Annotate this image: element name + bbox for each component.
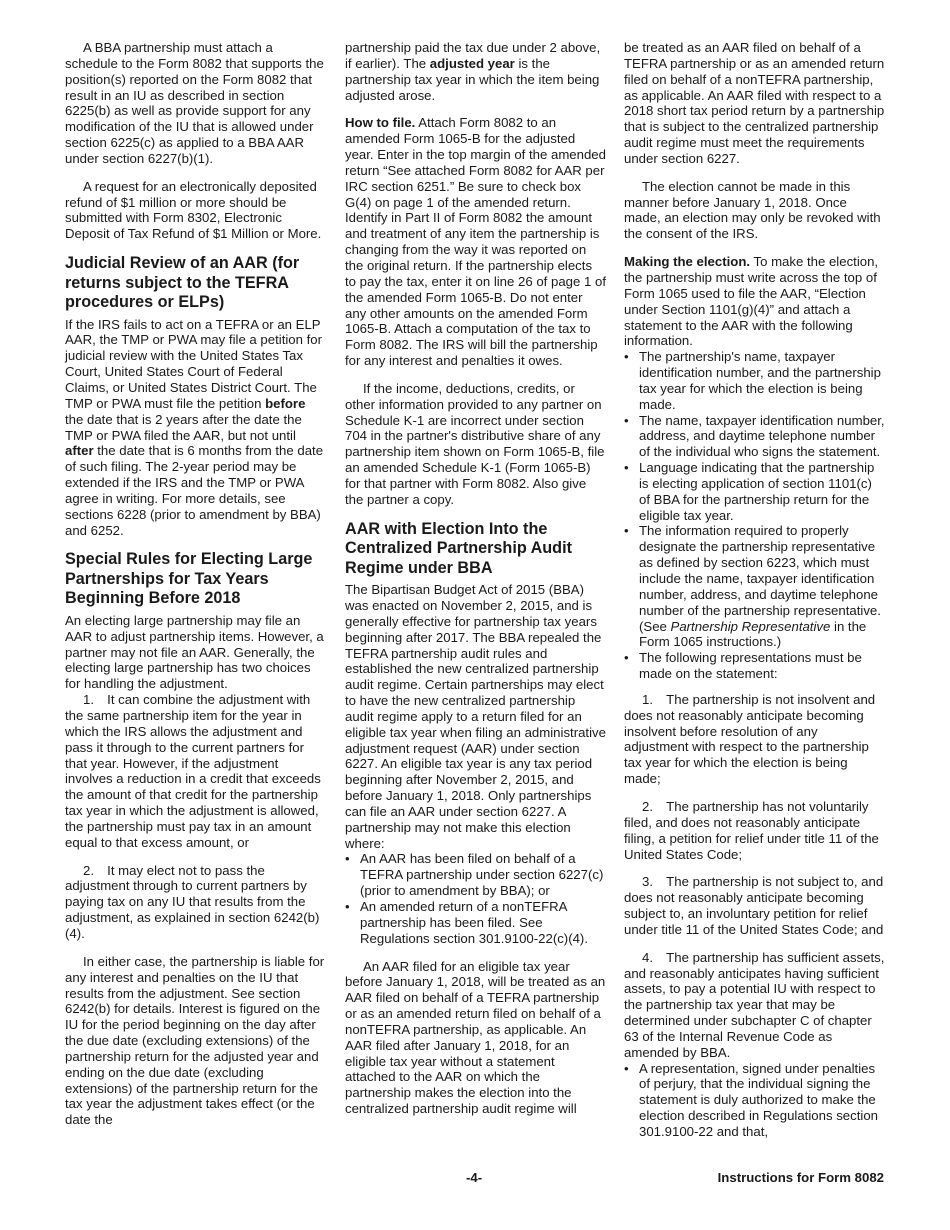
paragraph: The Bipartisan Budget Act of 2015 (BBA) was enacted on November 2, 2015, and is generally effective for partnership tax years beginning after 2017. The BBA repealed the TEFRA partnership audit rules and established the new centralized partnership audit regime. Certain partnerships may elect to have the new centralized partnership audit regime apply to a return filed for an eligible tax year when filing an administrative adjustment request (AAR) under section 6227. An eligible tax year is any tax period beginning after November 2, 2015, and before January 1, 2018. Only partnerships can file an AAR under section 6227. A partnership may not make this election where: — [345, 582, 606, 851]
paragraph: A request for an electronically deposited refund of $1 million or more should be submitted with Form 8302, Electronic Deposit of Tax Refund of $1 Million or More. — [65, 178, 322, 242]
bullet-item: • The information required to properly designate the partnership representative as defined by section 6223, which must include the name, taxpayer identification number, address, and daytime telephone number of the partnership representative. (See Partnership Representative in the Form 1065 instructions.) — [624, 523, 885, 650]
list-item: 1. It can combine the adjustment with the same partnership item for the year in which the IRS allows the adjustment and pass it through to the current partners for that year. However, if the adjustment involves a reduction in a credit that exceeds the amount of that credit for the partnership tax year in which the adjustment is allowed, the partnership must pay tax in an amount equal to that excess amount, or — [65, 692, 321, 850]
list-item: 1. The partnership is not insolvent and does not reasonably anticipate becoming insolvent before resolution of any adjustment with respect to the partnership tax year for which the election is being made; — [624, 691, 876, 787]
paragraph: A BBA partnership must attach a schedule to the Form 8082 that supports the position(s) reported on the Form 8082 that result in an IU as described in section 6225(b) as well as provide support for any modification of the IU that is allowed under section 6225(c) as applied to a BBA AAR under section 6227(b)(1). — [65, 40, 324, 166]
list-item: 4. The partnership has sufficient assets, and reasonably anticipates having sufficient assets, to pay a potential IU with respect to the partnership tax year that may be determined under subchapter C of chapter 63 of the Internal Revenue Code as amended by BBA. — [624, 949, 885, 1060]
paragraph: partnership paid the tax due under 2 above, if earlier). The adjusted year is the partnership tax year in which the item being adjusted arose. — [345, 40, 601, 103]
paragraph: be treated as an AAR filed on behalf of a TEFRA partnership or as an amended return filed on behalf of a nonTEFRA partnership, as applicable. An AAR filed with respect to a 2018 short tax period return by a partnership that is subject to the centralized partnership audit regime must meet the requirements under section 6227. — [624, 40, 885, 166]
section-heading-judicial-review: Judicial Review of an AAR (for returns subject to the TEFRA procedures or ELPs) — [65, 254, 300, 312]
paragraph: If the income, deductions, credits, or other information provided to any partner on Schedule K-1 are incorrect under section 704 in the partner's distributive share of any partnership item shown on Form 1065-B, file an amended Schedule K-1 (Form 1065-B) for that partner with Form 8082. Also give the partner a copy. — [345, 380, 605, 507]
paragraph: An AAR filed for an eligible tax year before January 1, 2018, will be treated as an AAR filed on behalf of a TEFRA partnership or as an amended return filed on behalf of a nonTEFRA partnership, as applicable. An AAR filed after January 1, 2018, for an eligible tax year without a statement attached to the AAR on which the partnership makes the election into the centralized partnership audit regime will — [345, 958, 606, 1117]
document-title: Instructions for Form 8082 — [717, 1170, 884, 1185]
bullet-item: • A representation, signed under penalties of perjury, that the individual signing the statement is duly authorized to make the election described in Regulations section 301.9100-22 and that, — [624, 1061, 885, 1140]
list-item: 2. The partnership has not voluntarily filed, and does not reasonably anticipate filing, a petition for relief under title 11 of the United States Code; — [624, 798, 879, 862]
paragraph: An electing large partnership may file an AAR to adjust partnership items. However, a partner may not file an AAR. Generally, the electing large partnership has two choices for handling the adjustment. — [65, 612, 324, 692]
section-heading-special-rules: Special Rules for Electing Large Partnerships for Tax Years Beginning Before 2018 — [65, 550, 313, 608]
section-heading-aar-election: AAR with Election Into the Centralized Partnership Audit Regime under BBA — [345, 519, 572, 577]
column-2 — [345, 40, 606, 1129]
bullet-item: • The following representations must be made on the statement: — [624, 650, 885, 682]
column-1 — [65, 40, 326, 1140]
paragraph: The election cannot be made in this manner before January 1, 2018. Once made, an election may only be revoked with the consent of the IRS. — [624, 178, 881, 242]
page-number: -4- — [466, 1170, 483, 1185]
paragraph: If the IRS fails to act on a TEFRA or an ELP AAR, the TMP or PWA may file a petition for judicial review with the United States Tax Court, United States Court of Federal Claims, or United States District Court. The TMP or PWA must file the petition before the date that is 2 years after the date the TMP or PWA filed the AAR, but not until after the date that is 6 months from the date of such filing. The 2-year period may be extended if the IRS and the TMP or PWA agree in writing. For more details, see sections 6228 (prior to amendment by BBA) and 6252. — [65, 316, 324, 538]
list-item: 3. The partnership is not subject to, and does not reasonably anticipate becoming subject to, an involuntary petition for relief under title 11 of the United States Code; and — [624, 874, 884, 937]
list-item: 2. It may elect not to pass the adjustment through to current partners by paying tax on any IU that results from the adjustment, as explained in section 6242(b)(4). — [65, 862, 320, 941]
bullet-item: • Language indicating that the partnership is electing application of section 1101(c) of BBA for the partnership return for the eligible tax year. — [624, 460, 885, 523]
paragraph: In either case, the partnership is liable for any interest and penalties on the IU that results from the adjustment. See section 6242(b) for details. Interest is figured on the IU for the period beginning on the day after the due date (excluding extensions) of the partnership return for the adjusted year and ending on the due date (excluding extensions) of the partnership return for the tax year the adjustment takes effect (or the date the — [65, 953, 325, 1128]
bullet-item: • The name, taxpayer identification number, address, and daytime telephone number of the individual who signs the statement. — [624, 413, 885, 461]
bullet-item: • An AAR has been filed on behalf of a TEFRA partnership under section 6227(c) (prior to amendment by BBA); or — [345, 851, 606, 899]
column-3 — [624, 40, 885, 1140]
paragraph-making-the-election: Making the election. To make the election, the partnership must write across the top of Form 1065 used to file the AAR, “Election under Section 1101(g)(4)” and attach a statement to the AAR with the following information. — [624, 254, 879, 349]
paragraph-how-to-file: How to file. Attach Form 8082 to an amended Form 1065-B for the adjusted year. Enter in the top margin of the amended return “See attached Form 8082 for AAR per IRC section 6251.” Be sure to check box G(4) on page 1 of the amended return. Identify in Part II of Form 8082 the amount and treatment of any item the partnership is changing from the way it was reported on the original return. If the partnership elects to pay the tax, enter it on line 26 of page 1 of the amended Form 1065-B. Do not enter any other amounts on the amended Form 1065-B. Attach a computation of the tax to Form 8082. The IRS will bill the partnership for any interest and penalties it owes. — [345, 115, 607, 369]
bullet-item: • An amended return of a nonTEFRA partnership has been filed. See Regulations section 301.9100-22(c)(4). — [345, 899, 606, 947]
bullet-item: • The partnership's name, taxpayer identification number, and the partnership tax year for which the election is being made. — [624, 349, 885, 412]
